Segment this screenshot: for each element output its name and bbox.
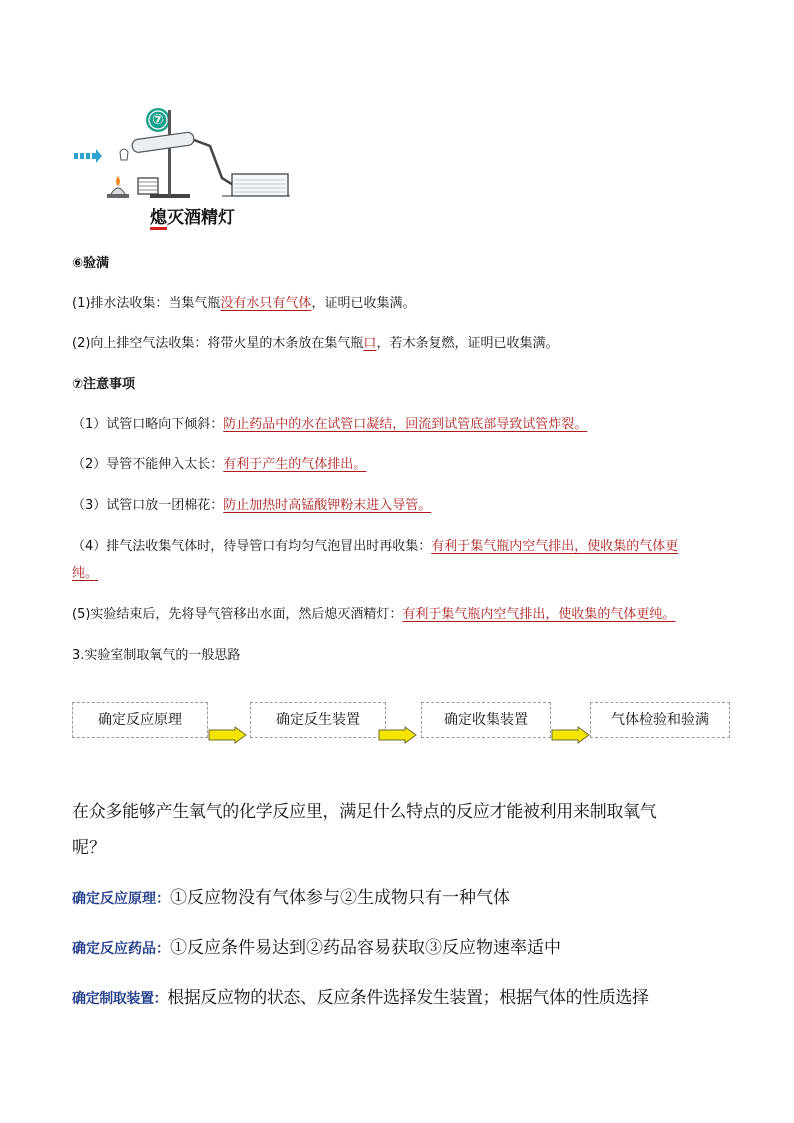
figure-caption xyxy=(150,206,235,230)
question-line-2: 呢？ xyxy=(72,838,106,858)
reagent-line: 确定反应药品：①反应条件易达到②药品容易获取③反应物速率适中 xyxy=(72,938,561,958)
section-6-title: ⑥验满 xyxy=(72,256,110,271)
fill-blank: 防止加热时高锰酸钾粉末进入导管。 xyxy=(223,498,432,513)
note-4: （4）排气法收集气体时，待导管口有均匀气泡冒出时再收集：有利于集气瓶内空气排出，使收集的气体更 xyxy=(72,539,679,554)
section-3-title: 3.实验室制取氧气的一般思路 xyxy=(72,648,241,663)
flow-step-4: 气体检验和验满 xyxy=(590,702,730,738)
step-badge: ⑦ xyxy=(152,112,164,128)
fill-blank: 防止药品中的水在试管口凝结，回流到试管底部导致试管炸裂。 xyxy=(223,417,588,432)
apparatus-line: 确定制取装置：根据反应物的状态、反应条件选择发生装置；根据气体的性质选择 xyxy=(72,988,649,1008)
flow-arrow-icon xyxy=(378,726,418,744)
fill-blank: 纯。 xyxy=(72,566,99,581)
reagent-label: 确定反应药品： xyxy=(72,941,170,957)
note-2: （2）导管不能伸入太长：有利于产生的气体排出。 xyxy=(72,457,367,472)
fill-blank: 口 xyxy=(363,336,377,351)
flow-arrow-icon xyxy=(208,726,248,744)
caption-rest: 灭酒精灯 xyxy=(167,208,235,228)
principle-line: 确定反应原理：①反应物没有气体参与②生成物只有一种气体 xyxy=(72,888,510,908)
flow-step-3: 确定收集装置 xyxy=(421,702,551,738)
note-1: （1）试管口略向下倾斜：防止药品中的水在试管口凝结，回流到试管底部导致试管炸裂。 xyxy=(72,417,588,432)
apparatus-label: 确定制取装置： xyxy=(72,991,168,1007)
fill-blank: 有利于集气瓶内空气排出，使收集的气体更纯。 xyxy=(402,607,676,622)
principle-label: 确定反应原理： xyxy=(72,891,170,907)
section-6-item-2: (2)向上排空气法收集：将带火星的木条放在集气瓶口，若木条复燃，证明已收集满。 xyxy=(72,336,559,351)
caption-highlight: 熄 xyxy=(150,208,167,228)
flow-step-2: 确定反生装置 xyxy=(250,702,386,738)
flow-arrow-icon xyxy=(551,726,591,744)
note-3: （3）试管口放一团棉花：防止加热时高锰酸钾粉末进入导管。 xyxy=(72,498,432,513)
section-7-title: ⑦注意事项 xyxy=(72,377,136,392)
flow-step-1: 确定反应原理 xyxy=(72,702,208,738)
fill-blank: 有利于集气瓶内空气排出，使收集的气体更 xyxy=(431,539,679,554)
dashed-arrow-icon xyxy=(74,149,102,163)
question-line-1: 在众多能够产生氧气的化学反应里，满足什么特点的反应才能被利用来制取氧气 xyxy=(72,802,657,822)
note-4-continued xyxy=(72,564,98,584)
fill-blank: 没有水只有气体 xyxy=(220,296,312,311)
note-5: (5)实验结束后，先将导气管移出水面，然后熄灭酒精灯：有利于集气瓶内空气排出，使收集的气体更纯。 xyxy=(72,607,676,622)
fill-blank: 有利于产生的气体排出。 xyxy=(223,457,367,472)
section-6-item-1: (1)排水法收集：当集气瓶没有水只有气体，证明已收集满。 xyxy=(72,296,416,311)
